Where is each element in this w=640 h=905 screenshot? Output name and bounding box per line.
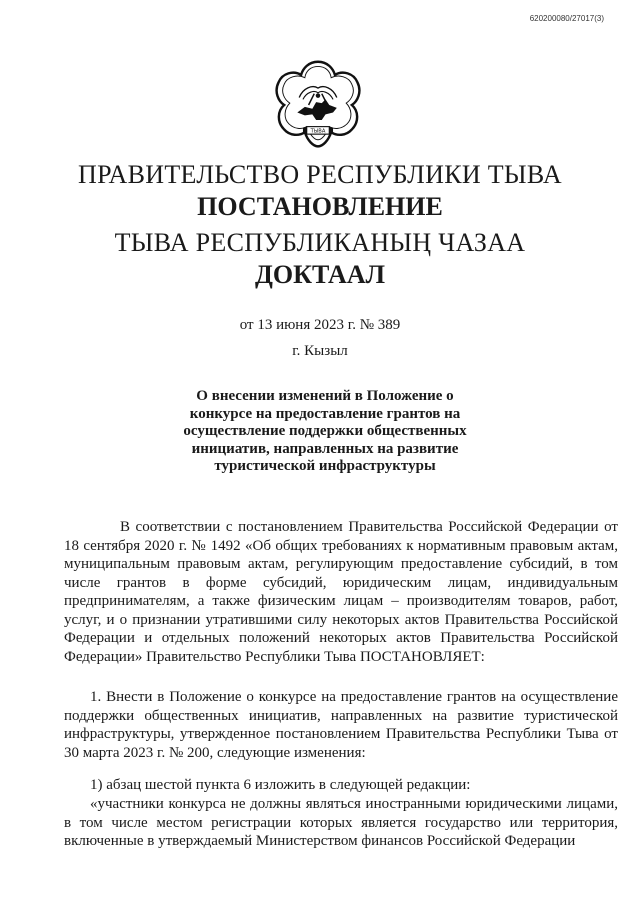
document-number: 620200080/27017(3)	[529, 14, 604, 23]
body-paragraph: В соответствии с постановлением Правительства Российской Федерации от 18 сентября 2020 г. № 1492 «Об общих требованиях к нормативным правовым актам, муниципальным правовым актам, регулирующим предоставление субсидий, в том числе грантов в форме субсидий, юридическим лицам, индивидуальным предпринимателям, а также физическим лицам – производителям товаров, работ, услуг, и о признании утратившими силу некоторых актов Правительства Российской Федерации и отдельных положений некоторых актов Правительства Российской Федерации» Правительство Республики Тыва ПОСТАНОВЛЯЕТ:	[64, 519, 618, 665]
tyva-government-title: ТЫВА РЕСПУБЛИКАНЫҢ ЧАЗАА	[114, 228, 526, 257]
body-paragraph: 1. Внести в Положение о конкурсе на предоставление грантов на осуществление поддержки общественных инициатив, направленных на развитие туристической инфраструктуры, утвержденное постановлением Правительства Республики Тыва от 30 марта 2023 г. № 200, следующие изменения:	[64, 689, 618, 761]
tyva-emblem-icon	[271, 58, 365, 152]
decree-title: ПОСТАНОВЛЕНИЕ	[197, 192, 443, 221]
decree-date-number: от 13 июня 2023 г. № 389	[239, 317, 401, 333]
city-name: г. Кызыл	[292, 343, 348, 359]
government-title: ПРАВИТЕЛЬСТВО РЕСПУБЛИКИ ТЫВА	[78, 160, 562, 189]
emblem-ribbon-text: ТЫВА	[310, 128, 326, 135]
body-paragraph: «участники конкурса не должны являться иностранными юридическими лицами, в том числе местом регистрации которых является государство или территория, включенные в утверждаемый Министерством финансов Российской Федерации	[64, 796, 618, 849]
body-paragraph: 1) абзац шестой пункта 6 изложить в следующей редакции:	[90, 777, 471, 793]
decree-subject: О внесении изменений в Положение о конкурсе на предоставление грантов на осуществление поддержки общественных инициатив, направленных на развитие туристической инфраструктуры	[183, 388, 467, 474]
tyva-decree-title: ДОКТААЛ	[255, 260, 385, 289]
